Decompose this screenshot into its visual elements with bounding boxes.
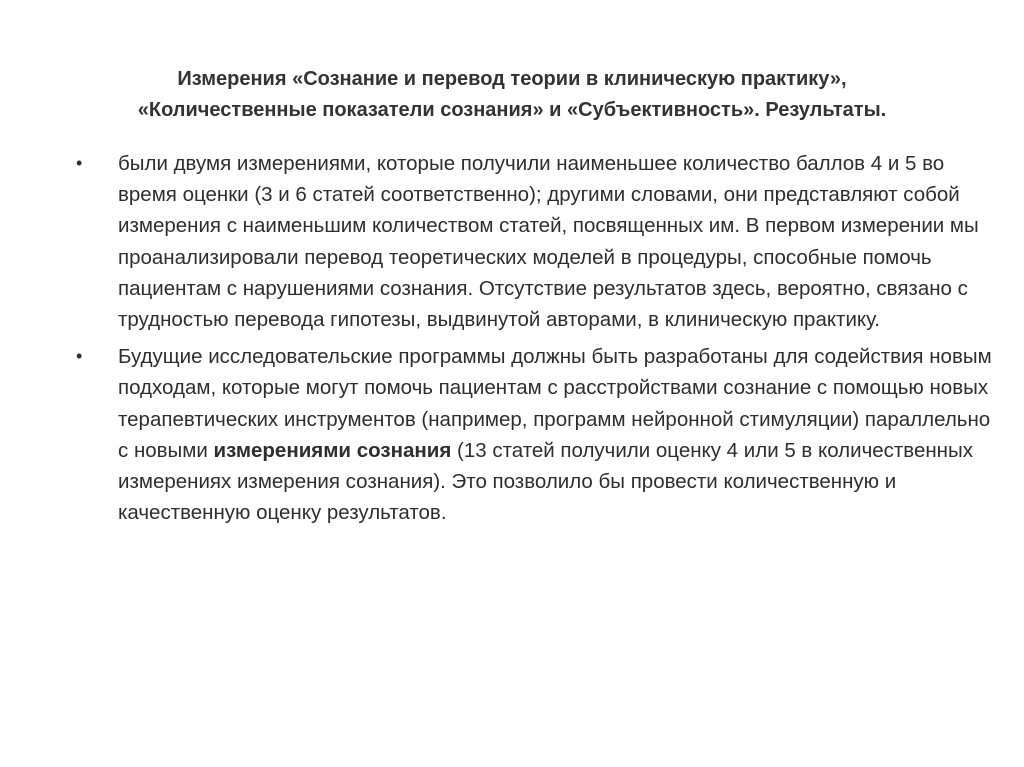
slide-title-line-1: Измерения «Сознание и перевод теории в клиническую практику», xyxy=(177,68,847,90)
bullet-text-1: были двумя измерениями, которые получили наименьшее количество баллов 4 и 5 во время оценки (3 и 6 статей соответственно); другими словами, они представляют собой измерения с наименьшим количеством статей, посвященных им. В первом измерении мы проанализировали перевод теоретических моделей в процедуры, способные помочь пациентам с нарушениями сознания. Отсутствие результатов здесь, вероятно, связано с трудностью перевода гипотезы, выдвинутой авторами, в клиническую практику. xyxy=(118,152,979,332)
bullet-text-2-part-2: (13 статей получили оценку 4 или 5 в количественных измерениях измерения сознания). Это позволило бы провести количественную и качественную оценку результатов. xyxy=(118,438,973,525)
bullet-list xyxy=(72,148,992,534)
bullet-text-2 xyxy=(118,345,992,524)
bullet-text-2-part-1: Будущие исследовательские программы должны быть разработаны для содействия новым подходам, которые могут помочь пациентам с расстройствами сознание с помощью новых терапевтических инструментов (например, программ нейронной стимуляции) параллельно с новыми xyxy=(118,345,992,462)
bullet-text-2-bold: измерениями сознания xyxy=(213,438,452,462)
bullet-item-2 xyxy=(72,341,992,528)
bullet-item-1 xyxy=(72,148,992,335)
bullet-dot-icon: • xyxy=(76,346,83,367)
slide-title-line-2: «Количественные показатели сознания» и «Субъективность». Результаты. xyxy=(137,99,887,121)
bullet-dot-icon: • xyxy=(76,153,83,173)
slide-title xyxy=(60,64,964,126)
